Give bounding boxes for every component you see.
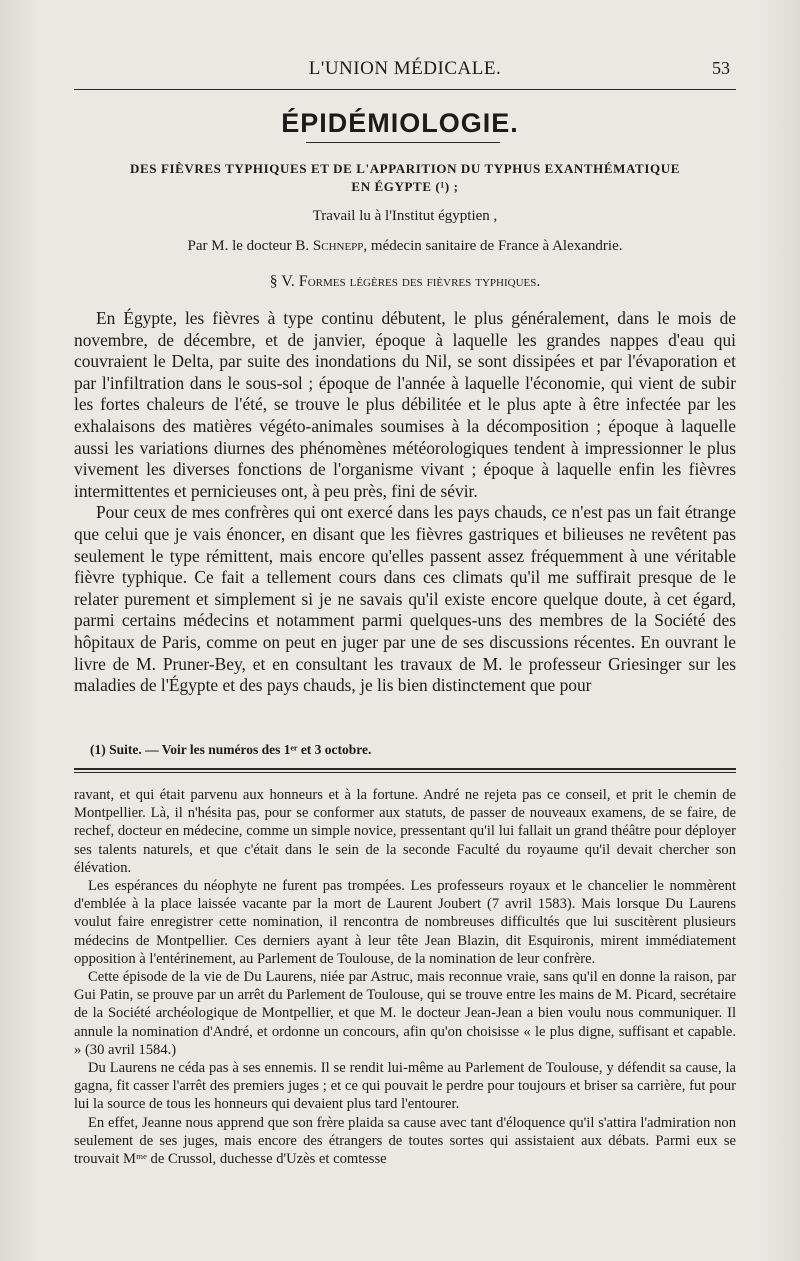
feuilleton-paragraph-4: Du Laurens ne céda pas à ses ennemis. Il se rendit lui-même au Parlement de Toulouse, y défendit sa cause, la gagna, fit casser l'arrêt des premiers juges ; et ce qui pouvait le perdre pour toujours et briser sa carrière, fut pour lui la source de tous les honneurs qui devaient plus tard l'entourer. — [74, 1060, 736, 1113]
feuilleton-paragraph-5: En effet, Jeanne nous apprend que son frère plaida sa cause avec tant d'éloquence qu'il s'attira l'admiration non seulement de ses juges, mais encore des étrangers de toutes sortes qui assistaient aux débats. Parmi eux se trouvait Mᵐᵉ de Crussol, duchesse d'Uzès et comtesse — [74, 1114, 736, 1168]
page-number: 53 — [712, 58, 730, 78]
author-prefix: Par M. le docteur B. — [187, 238, 310, 254]
article-paragraph-2: Pour ceux de mes confrères qui ont exercé dans les pays chauds, ce n'est pas un fait étrange que celui que je vais énoncer, en disant que les fièvres gastriques et bilieuses ne revêtent pas seulement le type rémittent, mais encore qu'elles passent assez fréquemment à une véritable fièvre typhique. Ce fait a tellement cours dans ces climats qu'il me suffirait presque de le relater purement et simplement si je ne savais qu'il existe encore quelque doute, à cet égard, parmi certains médecins et notamment parmi quelques-uns des membres de la Société des hôpitaux de Paris, comme on peut en juger par une de ses discussions récentes. En ouvrant le livre de M. Pruner-Bey, et en consultant les travaux de M. le professeur Griesinger sur les maladies de l'Égypte et des pays chauds, je lis bien distinctement que pour — [74, 502, 736, 696]
feuilleton-paragraph-2: Les espérances du néophyte ne furent pas trompées. Les professeurs royaux et le chancelier le nommèrent d'emblée à la place laissée vacante par la mort de Laurent Joubert (7 avril 1583). Mais lorsque Du Laurens voulut faire enregistrer cette nomination, il rencontra de nombreuses difficultés que lui suscitèrent plusieurs médecins de Montpellier. Ces derniers ayant à leur tête Jean Blazin, dit Esquironis, mirent immédiatement opposition à l'entérinement, au Parlement de Toulouse, de la nomination de leur confrère. — [74, 878, 736, 967]
article-subtitle: Travail lu à l'Institut égyptien , — [312, 208, 498, 224]
part-heading: § V. Formes légères des fièvres typhiques. — [269, 273, 541, 290]
feuilleton-paragraph-3: Cette épisode de la vie de Du Laurens, niée par Astruc, mais reconnue vraie, sans qu'il en donne la raison, par Gui Patin, se prouve par un arrêt du Parlement de Toulouse, qui se trouve entre les mains de M. Picard, secrétaire de la Société archéologique de Montpellier, et que M. le docteur Jean-Jean a bien voulu nous communiquer. Il annule la nomination d'André, et ordonne un concours, afin qu'on choisisse « le plus digne, suffisant et capable. » (30 avril 1584.) — [74, 969, 736, 1058]
section-title-underline — [306, 142, 500, 143]
running-head — [74, 58, 736, 86]
section-title: ÉPIDÉMIOLOGIE. — [281, 108, 519, 138]
author-name: Schnepp — [312, 238, 364, 254]
feuilleton-paragraph-1: ravant, et qui était parvenu aux honneurs et à la fortune. André ne rejeta pas ce conseil, et prit le chemin de Montpellier. Là, il n'hésita pas, pour se conformer aux statuts, de passer de nouveaux examens, de se faire, de rechef, docteur en médecine, comme un simple novice, pressentant qu'il lui fallait un grand théâtre pour déployer ses talents naturels, et que c'était dans le sein de la seconde Faculté du royaume qu'il devait chercher son élévation. — [74, 787, 736, 876]
header-rule — [74, 89, 736, 90]
feuilleton-rule-top — [74, 768, 736, 770]
footnote: (1) Suite. — Voir les numéros des 1ᵉʳ et 3 octobre. — [90, 742, 372, 757]
author-suffix: , médecin sanitaire de France à Alexandrie. — [363, 238, 623, 254]
running-title: L'UNION MÉDICALE. — [308, 58, 502, 79]
article-paragraph-1: En Égypte, les fièvres à type continu débutent, le plus généralement, dans le mois de novembre, de décembre, et de janvier, époque à laquelle les grandes nappes d'eau qui couvraient le Delta, par suite des inondations du Nil, se sont dissipées et par l'évaporation et par l'infiltration dans le sous-sol ; époque de l'année à laquelle l'économie, qui vient de subir les fortes chaleurs de l'été, se trouve le plus débilitée et le plus apte à être infectée par les exhalaisons des matières végéto-animales soumises à la décomposition ; époque à laquelle aussi les variations diurnes des phénomènes météorologiques tendent à impressionner le plus vivement les diverses fonctions de l'organisme vivant ; époque à laquelle enfin les fièvres intermittentes et pernicieuses ont, à peu près, fini de sévir. — [74, 308, 736, 501]
feuilleton-body — [74, 786, 736, 1168]
article-title — [74, 160, 736, 196]
article-body — [74, 308, 736, 697]
article-author — [74, 238, 736, 255]
article-title-line-1: DES FIÈVRES TYPHIQUES ET DE L'APPARITION DU TYPHUS EXANTHÉMATIQUE — [130, 161, 680, 176]
article-title-line-2: EN ÉGYPTE (¹) ; — [351, 179, 459, 194]
feuilleton-rule-bottom — [74, 772, 736, 773]
